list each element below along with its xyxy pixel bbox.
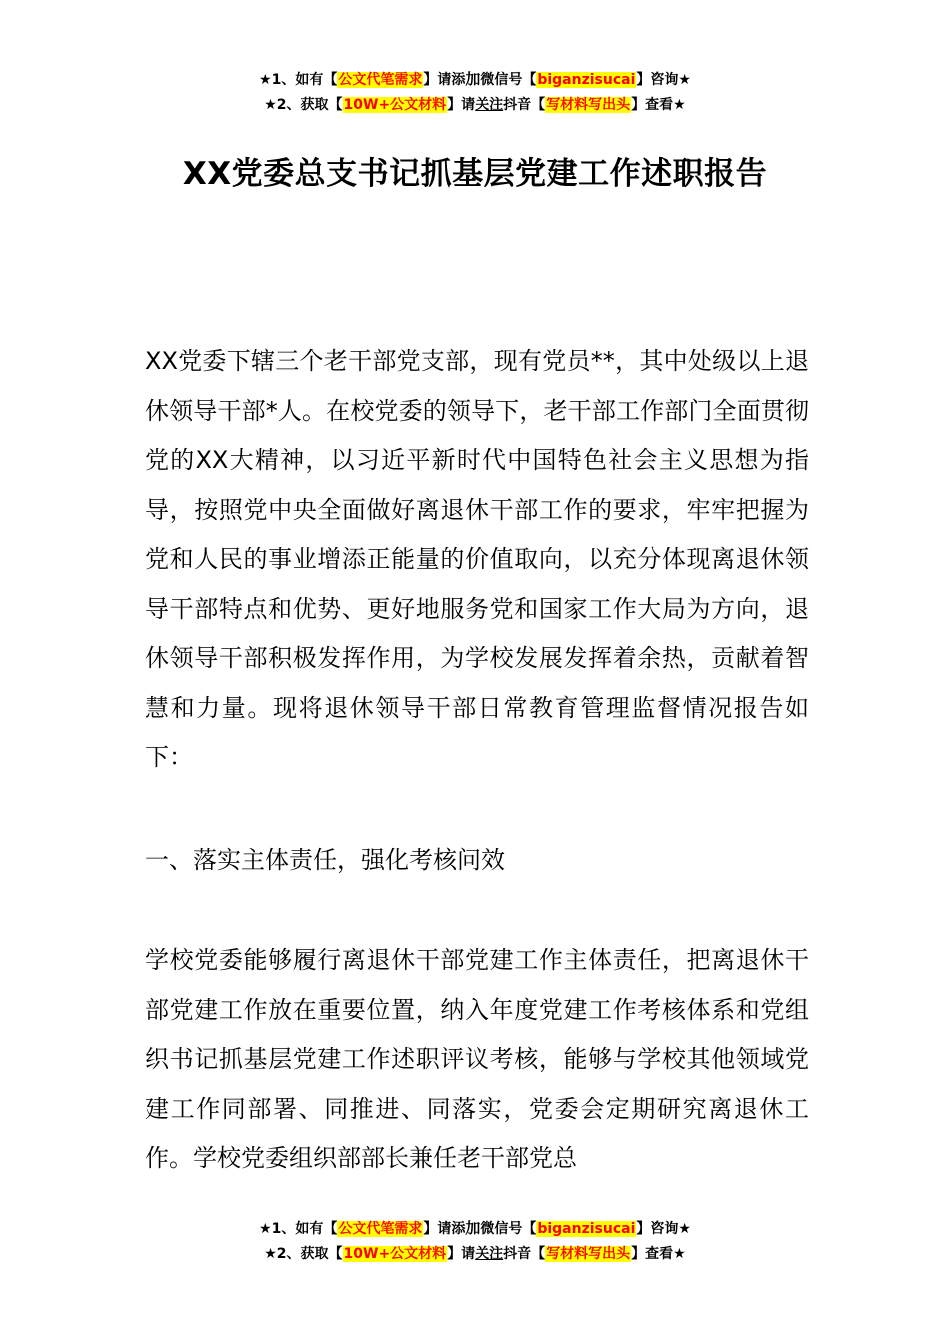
banner-highlight-wechat-id: biganzisucai xyxy=(537,1221,636,1237)
header-banner xyxy=(0,67,950,118)
banner-line-1: ★1、如有【公文代笔需求】请添加微信号【biganzisucai】咨询★ xyxy=(259,1219,691,1237)
section-heading-1: 一、落实主体责任，强化考核问效 xyxy=(145,846,505,874)
banner-line-2: ★2、获取【10W+公文材料】请关注抖音【写材料写出头】查看★ xyxy=(264,1246,686,1262)
document-title: XX党委总支书记抓基层党建工作述职报告 xyxy=(182,156,768,192)
banner-line-2: ★2、获取【10W+公文材料】请关注抖音【写材料写出头】查看★ xyxy=(264,97,686,113)
paragraph-intro: XX党委下辖三个老干部党支部，现有党员**，其中处级以上退休领导干部*人。在校党委的领导下，老干部工作部门全面贯彻党的XX大精神，以习近平新时代中国特色社会主义思想为指导，按照党中央全面做好离退休干部工作的要求，牢牢把握为党和人民的事业增添正能量的价值取向，以充分体现离退休领导干部特点和优势、更好地服务党和国家工作大局为方向，退休领导干部积极发挥作用，为学校发展发挥着余热，贡献着智慧和力量。现将退休领导干部日常教育管理监督情况报告如下： xyxy=(145,347,809,771)
banner-highlight-douyin: 写材料写出头 xyxy=(546,1246,631,1262)
banner-highlight-service: 公文代笔需求 xyxy=(338,1221,423,1237)
banner-highlight-materials: 10W+公文材料 xyxy=(343,97,447,113)
banner-highlight-douyin: 写材料写出头 xyxy=(546,97,631,113)
banner-highlight-materials: 10W+公文材料 xyxy=(343,1246,447,1262)
banner-highlight-service: 公文代笔需求 xyxy=(338,72,423,88)
banner-line-1: ★1、如有【公文代笔需求】请添加微信号【biganzisucai】咨询★ xyxy=(259,70,691,88)
banner-highlight-wechat-id: biganzisucai xyxy=(537,72,636,88)
paragraph-section-1: 学校党委能够履行离退休干部党建工作主体责任，把离退休干部党建工作放在重要位置，纳入年度党建工作考核体系和党组织书记抓基层党建工作述职评议考核，能够与学校其他领域党建工作同部署、同推进、同落实，党委会定期研究离退休工作。学校党委组织部部长兼任老干部党总 xyxy=(145,946,809,1172)
footer-banner xyxy=(0,1216,950,1267)
